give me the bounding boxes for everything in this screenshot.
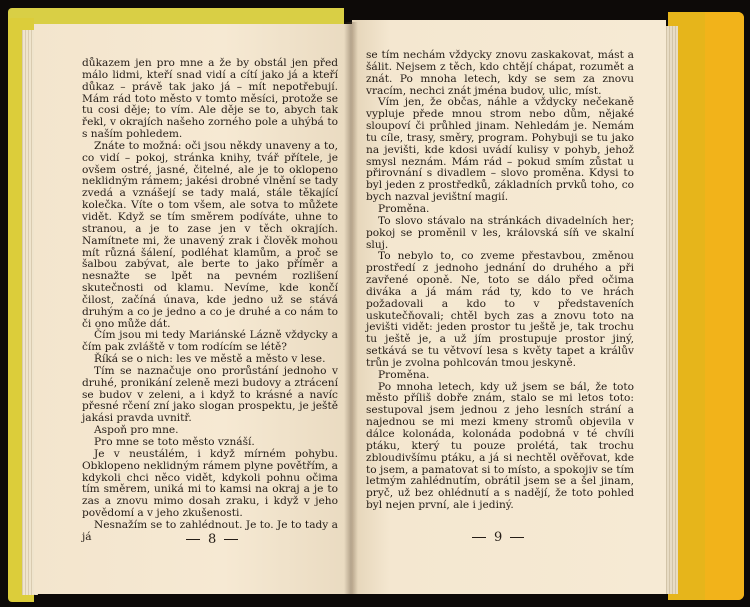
left-paragraph-2: Znáte to možná: oči jsou někdy unaveny a to, co vidí – pokoj, stránka knihy, tvář přítele, je ovšem ostré, jasné, čitelné, ale je to oklopeno neklidným rámem; jakési drobné vlnění se tady zvedá a vznášejí se tady malá, stále těkající kolečka. Víte o tom všem, ale sotva to můžete vidět. Když se tím směrem podíváte, uhne to stranou, a je to zase jen v těch okrajích. Namítnete mi, že unavený zrak i člověk mohou mít různá šálení, podléhat klamům, a proč se šalbou zabývat, ale berte to jako příměr a nesnažte se lpět na pevném rozlišení skutečnosti od klamu. Nevíme, kde končí čilost, začíná únava, kde jedno už se stává druhým a co je jedno a co je druhé a co nám to či ono může dát.	[82, 139, 338, 330]
book-gutter	[344, 22, 358, 594]
right-paragraph-3: Proměna.	[378, 202, 430, 215]
right-paragraph-2: Vím jen, že občas, náhle a vždycky nečekaně vypluje přede mnou strom nebo dům, nějaké sloupoví či průhled jinam. Nehledám je. Nemám tu cíle, trasy, směry, program. Pohybuji se tu jako na jevišti, kde kdosi uvádí kulisy v pohyb, jehož smysl neznám. Mám rád – pokud smím zůstat u přirovnání s divadlem – slovo proměna. Kdysi to byl jeden z prostředků, základních prvků toho, co bych nazval jevištní magií.	[366, 96, 634, 204]
left-paragraph-8: Je v neustálém, i když mírném pohybu. Obklopeno neklidným rámem plyne povětřím, a kdykoli chci něco vidět, kdykoli pohnu očima tím směrem, uniká mi to kamsi na okraj a je to zas a znovu mimo dosah zraku, i když v jeho povědomí a v jeho zkušenosti.	[82, 447, 338, 520]
left-paragraph-4: Říká se o nich: les ve městě a město v lese.	[94, 353, 326, 366]
left-paragraph-7: Pro mne se toto město vznáší.	[94, 436, 255, 448]
folio-dash-left	[472, 537, 486, 538]
left-page-number	[186, 532, 238, 547]
right-page-number	[472, 530, 524, 545]
folio-dash-right	[224, 539, 238, 540]
right-paragraph-7: Po mnoha letech, kdy už jsem se bál, že toto město příliš dobře znám, stalo se mi letos toto: sestupoval jsem jednou z jeho lesních strání a najednou se mi mezi kmeny stromů objevila v dálce kolonáda, kolonáda podobná v té chvíli ptáku, který tu pouze prolétá, tak trochu zbloudivšímu ptáku, a já si nechtěl ověřovat, kde to jsem, a pamatovat si to místo, a spokojiv se tím letmým zahlédnutím, obrátil jsem se a šel jinam, pryč, už bez ohlédnutí a s nadějí, že toto pohled byl nejen první, ale i jediný.	[366, 380, 634, 512]
left-paragraph-5: Tím se naznačuje ono prorůstání jednoho v druhé, pronikání zeleně mezi budovy a ztrácení se budov v zeleni, a i když to krásné a navíc přesné rčení zní jako slogan prospektu, je ještě jakási pravda uvnitř.	[82, 364, 338, 425]
right-paragraph-1: se tím nechám vždycky znovu zaskakovat, mást a šálit. Nejsem z těch, kdo chtějí chápat, rozumět a znát. Po mnoha letech, kdy se sem za znovu vracím, nechci znát jména budov, ulic, míst.	[366, 49, 634, 97]
left-page-number-value: 8	[208, 532, 217, 547]
book-cover-right-edge	[705, 12, 744, 600]
page-edges-right	[664, 26, 678, 594]
left-paragraph-1: důkazem jen pro mne a že by obstál jen před málo lidmi, kteří snad vidí a cítí jako já a kteří důkaz – právě tak jako já – mít nepotřebují. Mám rád toto město v tomto měsíci, protože se tu cosi děje; to vím. Ale děje se to, abych tak řekl, v okrajích našeho zorného pole a uhýbá to s naším pohledem.	[82, 57, 338, 141]
left-page-text	[82, 58, 338, 544]
right-page	[352, 20, 666, 594]
right-paragraph-6: Proměna.	[378, 368, 430, 381]
left-paragraph-6: Aspoň pro mne.	[94, 424, 179, 437]
folio-dash-right	[510, 537, 524, 538]
right-page-text	[366, 50, 634, 512]
left-paragraph-3: Čím jsou mi tedy Mariánské Lázně vždycky a čím pak zvláště v tom rodícím se létě?	[82, 329, 338, 354]
right-paragraph-5: To nebylo to, co zveme přestavbou, změnou prostředí z jednoho jednání do druhého a při zavřené oponě. Ne, toto se dálo před očima diváka a já mám rád ty, kdo to ve hrách požadovali a kdo to v představeních uskutečňovali; chtěl bych zas a znovu toto na jevišti vidět: jeden prostor tu ještě je, tak trochu tu ještě je, a už jím prostupuje prostor jiný, setkává se tu větvoví lesa s květy tapet a králův trůn je zvolna pohlcován tmou jeskyně.	[366, 250, 634, 369]
left-page	[34, 24, 352, 594]
folio-dash-left	[186, 539, 200, 540]
right-page-number-value: 9	[494, 530, 503, 545]
right-paragraph-4: To slovo stávalo na stránkách divadelních her; pokoj se proměnil v les, královská síň ve skalní sluj.	[366, 214, 634, 251]
left-paragraph-9: Nesnažím se to zahlédnout. Je to. Je to tady a já	[82, 518, 338, 543]
